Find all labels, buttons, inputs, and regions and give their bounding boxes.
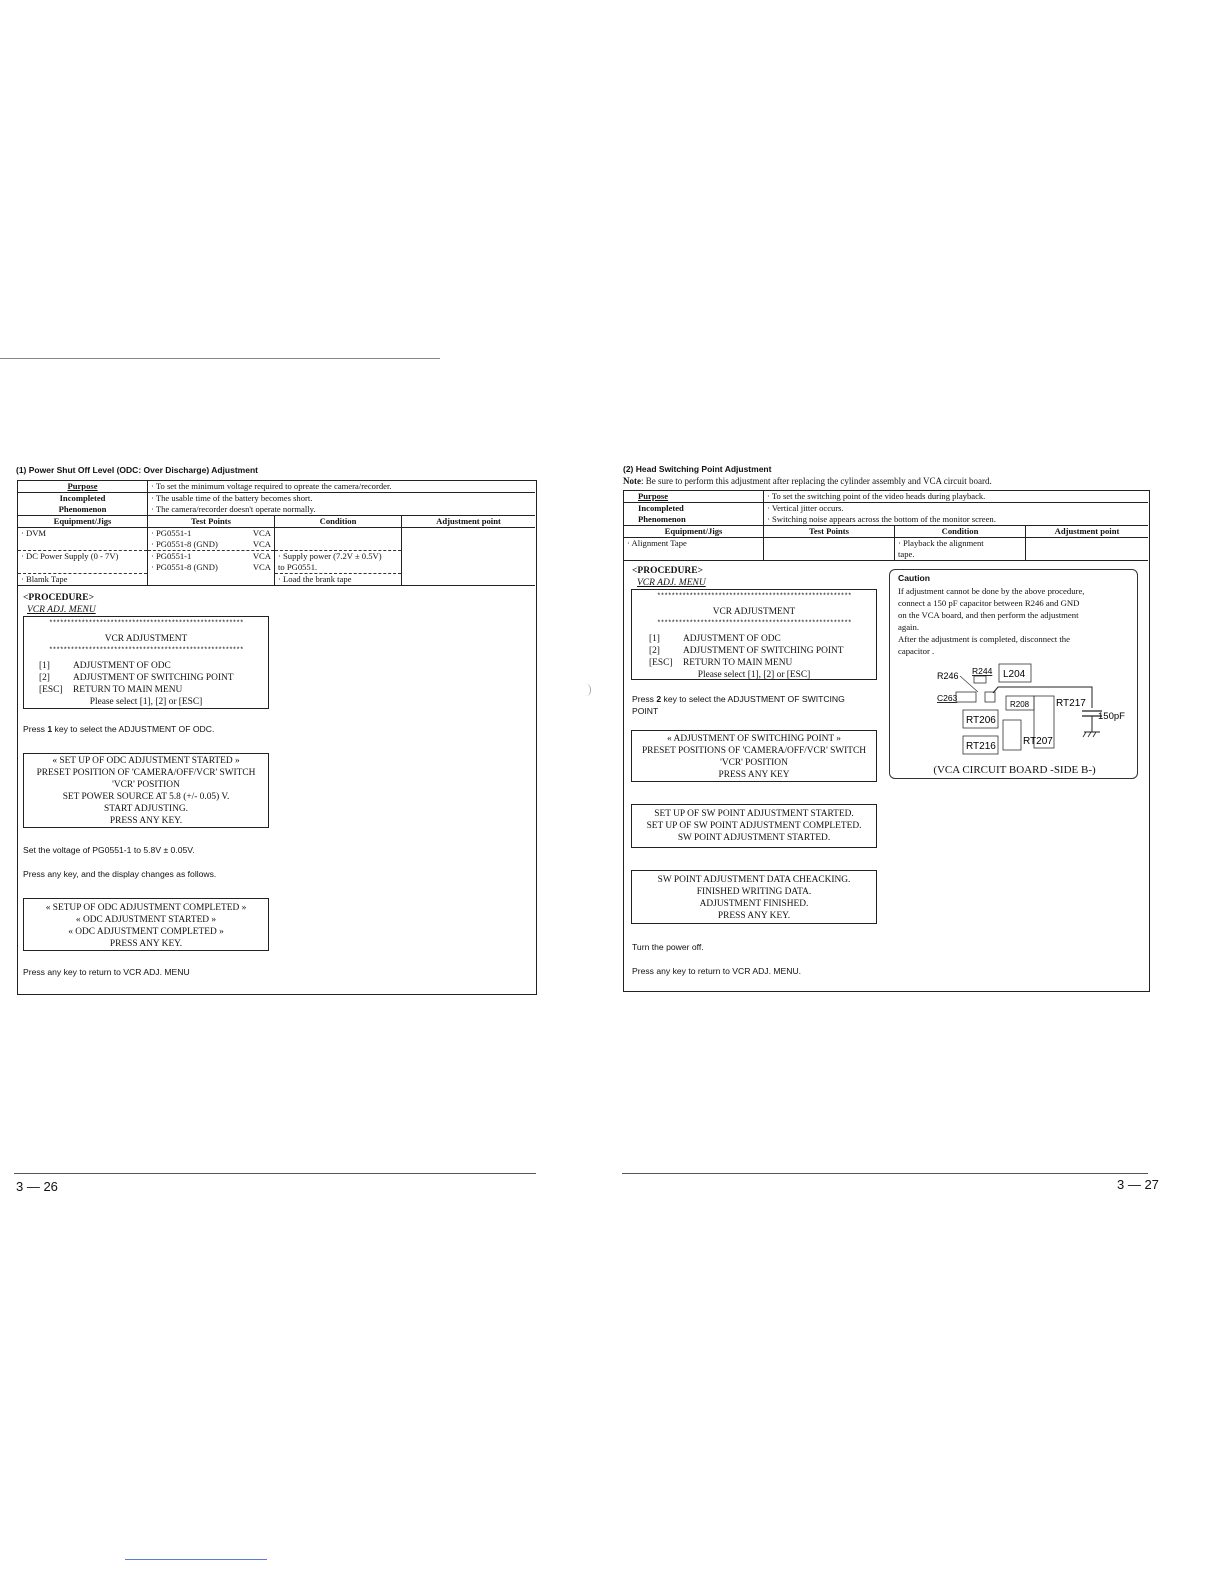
left-odc-start-box: « SET UP OF ODC ADJUSTMENT STARTED » PRESET POSITION OF 'CAMERA/OFF/VCR' SWITCH 'VCR' POSITION SET POWER SOURCE AT 5.8 (+/- 0.05) V. START ADJUSTING. PRESS ANY KEY. [23,753,269,828]
svg-text:150pF: 150pF [1098,711,1125,722]
left-purpose-text: · To set the minimum voltage required to opreate the camera/recorder. [148,481,536,493]
left-tp-1-where: VCA [252,539,271,549]
caution-line-4: After the adjustment is completed, disconnect the [898,634,1071,644]
left-cond-2: · Load the brank tape [275,574,402,586]
right-procedure-heading: <PROCEDURE> [632,566,703,576]
left-menu-key-esc: [ESC] [39,685,63,695]
left-note-press-1: Press 1 key to select the ADJUSTMENT OF ODC. [23,724,215,734]
caution-box [889,569,1138,779]
right-hdr-cond: Condition [895,526,1026,538]
left-vcr-menu-box [23,616,269,709]
right-hdr-tp: Test Points [764,526,895,538]
pad-part [985,692,995,702]
caution-line-1: connect a 150 pF capacitor between R246 and GND [898,598,1080,608]
left-menu-name: VCR ADJ. MENU [27,605,96,615]
right-purpose-text: · To set the switching point of the video heads during playback. [764,491,1149,503]
left-page-number: 3 — 26 [16,1179,58,1194]
r246-label [937,671,959,681]
left-hdr-adj: Adjustment point [402,516,536,528]
right-note: Note: Be sure to perform this adjustment after replacing the cylinder assembly and VCA circuit board. [623,476,992,486]
left-tp-2-where: VCA [252,551,271,561]
left-menu-key-2: [2] [39,673,50,683]
right-note-power-off: Turn the power off. [632,942,704,952]
left-incompleted-text: · The usable time of the battery becomes short. [148,493,536,505]
right-equip-tape: · Alignment Tape [627,538,687,548]
right-incompleted-text: · Vertical jitter occurs. [764,503,1149,515]
left-tp-2: · PG0551-1 [151,551,192,561]
r246-pointer [960,676,978,692]
right-cond-0: · Playback the alignment [898,538,984,548]
top-rule [0,358,440,359]
caution-line-2: on the VCA board, and then perform the adjustment [898,610,1079,620]
right-note-return: Press any key to return to VCR ADJ. MENU. [632,966,802,976]
right-sw-setup-box: SET UP OF SW POINT ADJUSTMENT STARTED. SET UP OF SW POINT ADJUSTMENT COMPLETED. SW POINT ADJUSTMENT STARTED. [631,804,877,848]
c263-label [937,693,958,703]
bottom-link-line [125,1559,267,1560]
left-cond-0: · Supply power (7.2V ± 0.5V) [275,551,402,563]
svg-text:R246: R246 [937,671,959,681]
right-purpose-label: Purpose [638,491,669,501]
left-note-display: Press any key, and the display changes as follows. [23,869,217,879]
c263-part [956,692,976,702]
left-equip-dvm: · DVM [21,528,47,538]
caution-line-3: again. [898,622,919,632]
rt207-label [1023,736,1053,747]
left-cond-1: to PG0551. [275,562,402,574]
right-menu-prompt: Please select [1], [2] or [ESC] [697,670,811,680]
left-note-voltage: Set the voltage of PG0551-1 to 5.8V ± 0.05V. [23,845,195,855]
left-hdr-cond: Condition [275,516,402,528]
right-sw-point-box: « ADJUSTMENT OF SWITCHING POINT » PRESET POSITIONS OF 'CAMERA/OFF/VCR' SWITCH 'VCR' POSITION PRESS ANY KEY [631,730,877,782]
right-menu-item-1: ADJUSTMENT OF ODC [683,634,781,644]
right-note-press-2: Press 2 key to select the ADJUSTMENT OF SWITCING POINT [632,694,845,716]
left-tp-0-where: VCA [252,528,271,538]
margin-mark [586,684,591,696]
right-menu-item-2: ADJUSTMENT OF SWITCHING POINT [683,646,844,656]
right-menu-key-esc: [ESC] [649,658,673,668]
left-menu-stars-bottom: ****************************************************** [48,647,244,655]
right-menu-key-1: [1] [649,634,660,644]
left-menu-stars-top: ****************************************************** [48,620,244,628]
left-menu-key-1: [1] [39,661,50,671]
vca-board-diagram [890,660,1139,770]
left-menu-prompt: Please select [1], [2] or [ESC] [89,697,203,707]
r244-part [974,676,986,683]
left-note-return: Press any key to return to VCR ADJ. MENU [23,967,190,977]
left-procedure-heading: <PROCEDURE> [23,593,94,603]
left-tp-1: · PG0551-8 (GND) [151,539,218,549]
left-equip-tape: · Blamk Tape [18,574,148,586]
svg-text:RT207: RT207 [1023,736,1053,747]
right-vcr-menu-box [631,589,877,680]
right-hdr-adj: Adjustment point [1026,526,1149,538]
svg-text:RT206: RT206 [966,715,996,726]
right-menu-stars-top: ****************************************************** [656,593,852,601]
caution-title: Caution [898,573,930,583]
svg-text:RT216: RT216 [966,741,996,752]
caution-line-0: If adjustment cannot be done by the above procedure, [898,586,1085,596]
right-phenomenon-label: Phenomenon [638,514,686,524]
cap-label [1098,711,1125,722]
svg-text:R244: R244 [972,666,993,676]
right-footer-rule [622,1173,1148,1174]
right-menu-title: VCR ADJUSTMENT [712,607,796,617]
left-menu-item-esc: RETURN TO MAIN MENU [73,685,183,695]
left-equip-dc: · DC Power Supply (0 - 7V) [18,551,148,563]
left-spec-table [18,481,535,586]
left-footer-rule [14,1173,536,1174]
left-purpose-label: Purpose [67,481,98,491]
left-tp-3-where: VCA [252,562,271,572]
right-spec-table [624,491,1148,561]
left-menu-item-1: ADJUSTMENT OF ODC [73,661,171,671]
left-tp-3: · PG0551-8 (GND) [151,562,218,572]
rt216-label [966,741,996,752]
left-incompleted-label: Incompleted [59,493,106,503]
rt217-label [1056,698,1086,709]
right-section-title: (2) Head Switching Point Adjustment [623,464,772,474]
right-cond-1: tape. [898,549,915,559]
left-hdr-tp: Test Points [148,516,275,528]
left-odc-complete-box: « SETUP OF ODC ADJUSTMENT COMPLETED » « ODC ADJUSTMENT STARTED » « ODC ADJUSTMENT COMPLETED » PRESS ANY KEY. [23,898,269,951]
right-hdr-equip: Equipment/Jigs [624,526,764,538]
rt206-label [966,715,996,726]
caution-line-5: capacitor . [898,646,935,656]
l204-label [1003,669,1026,680]
left-tp-0: · PG0551-1 [151,528,192,538]
left-menu-title: VCR ADJUSTMENT [104,634,188,644]
rt207-part [1003,720,1021,750]
ground-hatch-3 [1093,732,1096,737]
right-menu-stars-bottom: ****************************************************** [656,620,852,628]
right-phenomenon-text: · Switching noise appears across the bottom of the monitor screen. [764,514,1149,526]
svg-text:RT217: RT217 [1056,698,1086,709]
left-phenomenon-label: Phenomenon [58,504,107,514]
right-page-number: 3 — 27 [1117,1177,1159,1192]
svg-text:L204: L204 [1003,669,1026,680]
r208-label [1010,700,1030,709]
right-menu-item-esc: RETURN TO MAIN MENU [683,658,793,668]
r244-label [972,666,993,676]
right-menu-name: VCR ADJ. MENU [637,578,706,588]
svg-text:C263: C263 [937,693,958,703]
ground-hatch-1 [1083,732,1086,737]
left-menu-item-2: ADJUSTMENT OF SWITCHING POINT [73,673,234,683]
svg-text:R208: R208 [1010,700,1030,709]
left-section-title: (1) Power Shut Off Level (ODC: Over Discharge) Adjustment [16,465,258,475]
left-hdr-equip: Equipment/Jigs [18,516,148,528]
vca-board-caption: (VCA CIRCUIT BOARD -SIDE B-) [933,764,1096,776]
right-incompleted-label: Incompleted [638,503,684,513]
left-phenomenon-text: · The camera/recorder doesn't operate normally. [148,504,536,516]
ground-hatch-2 [1088,732,1091,737]
right-sw-finish-box: SW POINT ADJUSTMENT DATA CHEACKING. FINISHED WRITING DATA. ADJUSTMENT FINISHED. PRESS ANY KEY. [631,870,877,924]
right-menu-key-2: [2] [649,646,660,656]
